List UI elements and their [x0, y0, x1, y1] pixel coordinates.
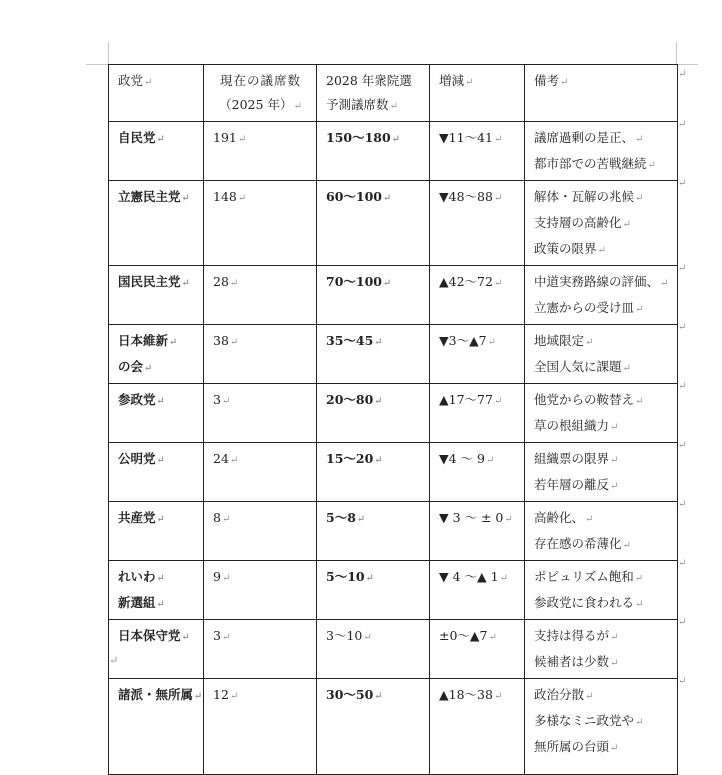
table-row [109, 443, 678, 502]
current-seats: 148↵ [204, 181, 317, 266]
margin-crop-mark [676, 64, 698, 65]
header-current-seats: 現在の議席数 （2025 年）↵ [204, 65, 317, 122]
notes: 政治分散↵ 多様なミニ政党や↵ 無所属の台頭↵ [525, 679, 678, 775]
row-end-mark: ↵ [678, 498, 687, 510]
header-change: 増減↵ [430, 65, 525, 122]
table-header-row [109, 65, 678, 122]
row-end-mark: ↵ [678, 262, 687, 274]
notes: 高齢化、↵ 存在感の希薄化↵ [525, 502, 678, 561]
forecast-seats: 3〜10↵ [317, 620, 430, 679]
party-name: 立憲民主党↵ [109, 181, 204, 266]
row-end-mark: ↵ [678, 675, 687, 687]
header-party: 政党↵ [109, 65, 204, 122]
forecast-seats: 5〜8↵ [317, 502, 430, 561]
table-row [109, 384, 678, 443]
table-row [109, 679, 678, 775]
seat-change: ±0〜▲7↵ [430, 620, 525, 679]
notes: 他党からの鞍替え↵ 草の根組織力↵ [525, 384, 678, 443]
forecast-seats: 60〜100↵ [317, 181, 430, 266]
notes: 議席過剰の是正、↵ 都市部での苦戦継続↵ [525, 122, 678, 181]
table-body [109, 65, 678, 775]
row-end-mark: ↵ [678, 380, 687, 392]
seat-change: ▼4 〜 9↵ [430, 443, 525, 502]
forecast-seats: 30〜50↵ [317, 679, 430, 775]
forecast-seats: 150〜180↵ [317, 122, 430, 181]
row-end-mark: ↵ [678, 439, 687, 451]
party-name: 自民党↵ [109, 122, 204, 181]
table-row [109, 502, 678, 561]
header-notes: 備考↵ [525, 65, 678, 122]
seat-change: ▲17〜77↵ [430, 384, 525, 443]
table-row [109, 325, 678, 384]
party-name: 日本維新↵ の会↵ [109, 325, 204, 384]
current-seats: 38↵ [204, 325, 317, 384]
party-name: 公明党↵ [109, 443, 204, 502]
seat-change: ▼11〜41↵ [430, 122, 525, 181]
paragraph-mark: ↵ [109, 654, 119, 667]
row-end-mark: ↵ [678, 557, 687, 569]
forecast-seats: 5〜10↵ [317, 561, 430, 620]
notes: 組織票の限界↵ 若年層の離反↵ [525, 443, 678, 502]
notes: 支持は得るが↵ 候補者は少数↵ [525, 620, 678, 679]
seat-change: ▲42〜72↵ [430, 266, 525, 325]
table-row [109, 266, 678, 325]
current-seats: 3↵ [204, 620, 317, 679]
party-name: れいわ↵ 新選組↵ [109, 561, 204, 620]
row-end-mark: ↵ [678, 321, 687, 333]
party-name: 参政党↵ [109, 384, 204, 443]
seat-change: ▼ 4 〜▲ 1↵ [430, 561, 525, 620]
current-seats: 28↵ [204, 266, 317, 325]
seat-change: ▲18〜38↵ [430, 679, 525, 775]
party-name: 諸派・無所属↵ [109, 679, 204, 775]
party-name: 国民民主党↵ [109, 266, 204, 325]
current-seats: 191↵ [204, 122, 317, 181]
forecast-seats: 20〜80↵ [317, 384, 430, 443]
header-forecast-seats: 2028 年衆院選 予測議席数↵ [317, 65, 430, 122]
row-end-mark: ↵ [678, 68, 687, 80]
party-name: 日本保守党↵ [109, 620, 204, 679]
notes: ポピュリズム飽和↵ 参政党に食われる↵ [525, 561, 678, 620]
seat-change: ▼48〜88↵ [430, 181, 525, 266]
row-end-mark: ↵ [678, 177, 687, 189]
table-row [109, 620, 678, 679]
row-end-mark: ↵ [678, 118, 687, 130]
party-name: 共産党↵ [109, 502, 204, 561]
row-end-mark: ↵ [678, 616, 687, 628]
forecast-seats: 35〜45↵ [317, 325, 430, 384]
current-seats: 9↵ [204, 561, 317, 620]
table-row [109, 122, 678, 181]
table-row [109, 181, 678, 266]
seat-forecast-table [108, 64, 678, 775]
current-seats: 3↵ [204, 384, 317, 443]
margin-crop-mark [676, 42, 677, 64]
current-seats: 8↵ [204, 502, 317, 561]
notes: 解体・瓦解の兆候↵ 支持層の高齢化↵ 政策の限界↵ [525, 181, 678, 266]
current-seats: 12↵ [204, 679, 317, 775]
notes: 地域限定↵ 全国人気に課題↵ [525, 325, 678, 384]
seat-change: ▼ 3 〜 ± 0↵ [430, 502, 525, 561]
seat-change: ▼3〜▲7↵ [430, 325, 525, 384]
table-row [109, 561, 678, 620]
margin-crop-mark [108, 42, 109, 64]
notes: 中道実務路線の評価、↵ 立憲からの受け皿↵ [525, 266, 678, 325]
forecast-seats: 15〜20↵ [317, 443, 430, 502]
current-seats: 24↵ [204, 443, 317, 502]
margin-crop-mark [86, 64, 108, 65]
forecast-seats: 70〜100↵ [317, 266, 430, 325]
